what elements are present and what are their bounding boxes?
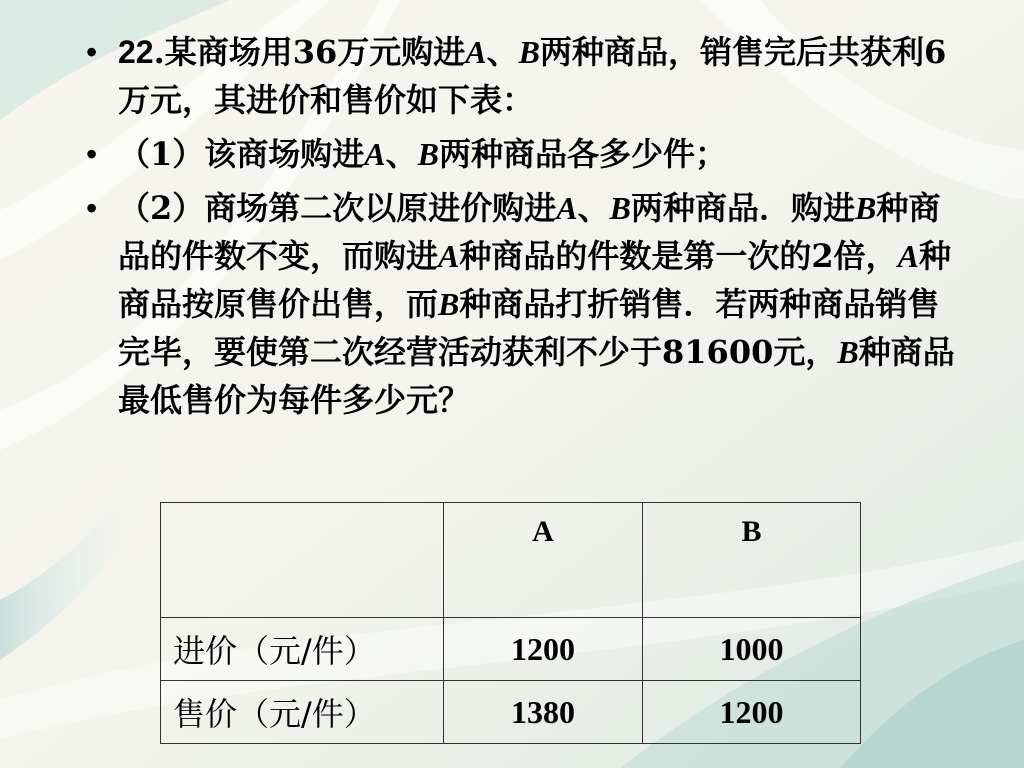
text-run: 种商品按原售价出售，而 — [118, 237, 952, 323]
text-run: （2）商场第二次以原进价购进 — [118, 189, 557, 227]
table-row-label: 售价（元/件） — [161, 681, 444, 744]
bullet-item-intro — [80, 28, 960, 124]
text-run: 元， — [773, 333, 838, 371]
bullet-item-question-1 — [80, 130, 960, 178]
text-run: 两种商品各多少件； — [438, 135, 727, 173]
variable-text: B — [438, 286, 460, 322]
text-run: 倍， — [833, 237, 898, 275]
text-run: 81600 — [662, 333, 774, 371]
variable-text: A — [438, 238, 460, 274]
text-run: .某商场用 — [153, 33, 293, 71]
table-cell: 1380 — [444, 681, 643, 744]
variable-text: B — [609, 190, 631, 226]
bullet-glyph: • — [86, 34, 98, 70]
variable-text: B — [837, 334, 859, 370]
table-header-cell: B — [643, 503, 861, 618]
variable-text: A — [364, 136, 386, 172]
text-run: 36 — [292, 33, 338, 71]
variable-text: A — [465, 34, 487, 70]
table-row-label: 进价（元/件） — [161, 618, 444, 681]
text-run: 、 — [577, 189, 610, 227]
variable-text: B — [518, 34, 540, 70]
text-run: 两种商品，销售完后共获利 — [540, 33, 925, 71]
variable-text: A — [897, 238, 919, 274]
table-cell: 1200 — [643, 681, 861, 744]
text-run: 6 — [924, 33, 947, 71]
table-cell: 1000 — [643, 618, 861, 681]
bullet-item-question-2 — [80, 184, 960, 424]
problem-text — [80, 28, 960, 430]
table-header-row — [161, 503, 861, 618]
table-header-cell — [161, 503, 444, 618]
text-run: 、 — [486, 33, 519, 71]
text-run: 种商品最低售价为每件多少元？ — [118, 333, 955, 419]
text-run: 万元购进 — [337, 33, 466, 71]
text-run: 2 — [811, 237, 834, 275]
text-run: 种商品的件数不变，而购进 — [118, 189, 941, 275]
text-run: 两种商品．购进 — [630, 189, 855, 227]
text-run: 种商品的件数是第一次的 — [459, 237, 812, 275]
table-header-cell: A — [444, 503, 643, 618]
text-run: 万元，其进价和售价如下表： — [118, 81, 535, 119]
text-run: 种商品打折销售．若两种商品销售完毕，要使第二次经营活动获利不少于 — [118, 285, 940, 371]
variable-text: B — [417, 136, 439, 172]
text-run: 、 — [385, 135, 418, 173]
table-row — [161, 618, 861, 681]
price-table — [160, 502, 861, 744]
bullet-glyph: • — [86, 136, 98, 172]
variable-text: B — [855, 190, 877, 226]
table-row — [161, 681, 861, 744]
table-cell: 1200 — [444, 618, 643, 681]
variable-text: A — [556, 190, 578, 226]
bullet-glyph: • — [86, 190, 98, 226]
text-run: 22 — [118, 34, 154, 70]
text-run: （1）该商场购进 — [118, 135, 365, 173]
